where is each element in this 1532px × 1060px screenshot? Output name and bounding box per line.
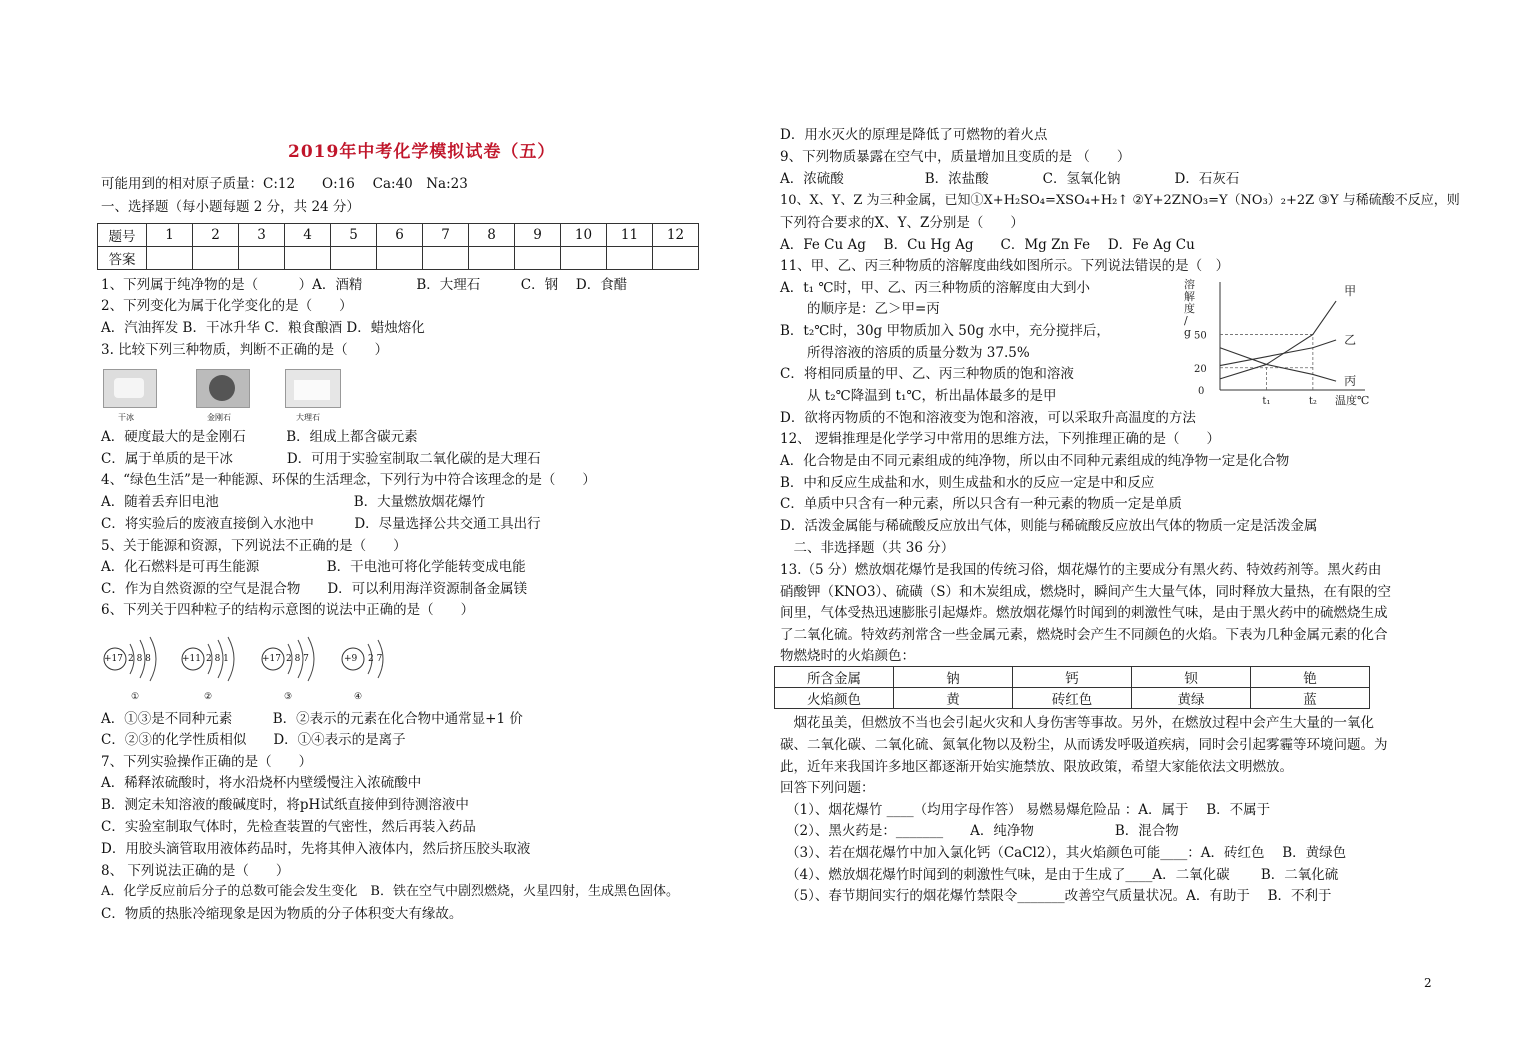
question-line: 2、下列变化为属于化学变化的是（ ） xyxy=(101,298,353,314)
table-row xyxy=(775,688,1370,709)
table-cell: 蓝 xyxy=(1251,688,1370,709)
question-line: B．测定未知溶液的酸碱度时，将pH试纸直接伸到待测溶液中 xyxy=(101,797,469,813)
x-axis-label: 温度℃ xyxy=(1335,394,1370,407)
shell-label: 2 7 xyxy=(368,654,383,664)
x-tick-label: t₂ xyxy=(1308,396,1317,407)
question-line: （2）、黑火药是：_______ A．纯净物 B．混合物 xyxy=(786,823,1179,839)
flame-color-table xyxy=(774,666,1370,709)
row-label: 答案 xyxy=(98,247,147,270)
answer-cell[interactable] xyxy=(469,247,515,270)
question-line: A．硬度最大的是金刚石 B．组成上都含碳元素 xyxy=(101,429,418,445)
answer-cell[interactable] xyxy=(377,247,423,270)
section-2-heading: 二、非选择题（共 36 分） xyxy=(780,540,955,556)
question-line: A．稀释浓硫酸时，将水沿烧杯内壁缓慢注入浓硫酸中 xyxy=(101,775,422,791)
answer-table-row xyxy=(98,247,699,270)
number-cell: 1 xyxy=(147,224,193,247)
y-axis-label: / xyxy=(1184,314,1188,327)
question-line: C．将实验后的废液直接倒入水池中 D．尽量选择公共交通工具出行 xyxy=(101,516,541,532)
question-line: A．浓硫酸 B．浓盐酸 C．氢氧化钠 D．石灰石 xyxy=(780,171,1240,187)
question-line: D．用水灭火的原理是降低了可燃物的着火点 xyxy=(780,127,1048,143)
question-line: 所得溶液的溶质的质量分数为 37.5% xyxy=(780,345,1030,361)
pic-label: 金刚石 xyxy=(207,413,231,422)
question-line: A．汽油挥发 B．干冰升华 C．粮食酿酒 D．蜡烛熔化 xyxy=(101,320,425,336)
answer-table xyxy=(97,223,699,270)
atomic-mass: 可能用到的相对原子质量：C:12 O:16 Ca:40 Na:23 xyxy=(101,176,468,192)
question-line: 4、“绿色生活”是一种能源、环保的生活理念，下列行为中符合该理念的是（ ） xyxy=(101,472,596,488)
table-cell: 钡 xyxy=(1132,667,1251,688)
question-line: B．t₂℃时，30g 甲物质加入 50g 水中，充分搅拌后， xyxy=(780,323,1110,339)
number-cell: 8 xyxy=(469,224,515,247)
atom-label: ① xyxy=(131,692,140,702)
question-line: 7、下列实验操作正确的是（ ） xyxy=(101,754,313,770)
paper-title: 2019年中考化学模拟试卷（五） xyxy=(288,142,556,162)
row-label: 题号 xyxy=(98,224,147,247)
y-axis-label: g xyxy=(1184,326,1192,339)
number-cell: 9 xyxy=(515,224,561,247)
curve-bing xyxy=(1220,348,1336,381)
question-line: 13.（5 分）燃放烟花爆竹是我国的传统习俗，烟花爆竹的主要成分有黑火药、特效药剂等。黑火药由 xyxy=(780,562,1382,578)
atom-label: ② xyxy=(204,692,213,702)
question-line: A．化学反应前后分子的总数可能会发生变化 B．铁在空气中剧烈燃烧，火星四射，生成黑色固体。 xyxy=(101,884,679,899)
dry-ice-image xyxy=(103,369,157,408)
question-line: 物燃烧时的火焰颜色： xyxy=(780,648,915,664)
question-line: D．欲将丙物质的不饱和溶液变为饱和溶液，可以采取升高温度的方法 xyxy=(780,410,1196,426)
nucleus-label: +9 xyxy=(344,654,358,664)
marble-image xyxy=(285,369,341,408)
question-line: （3）、若在烟花爆竹中加入氯化钙（CaCl2），其火焰颜色可能____：A．砖红色 B．黄绿色 xyxy=(786,845,1347,861)
question-line: C．单质中只含有一种元素，所以只含有一种元素的物质一定是单质 xyxy=(780,496,1182,512)
question-line: A．①③是不同种元素 B．②表示的元素在化合物中通常显+1 价 xyxy=(101,711,523,727)
y-axis-label: 溶 xyxy=(1184,278,1195,291)
question-line: 12、 逻辑推理是化学学习中常用的思维方法，下列推理正确的是（ ） xyxy=(780,431,1220,447)
table-row xyxy=(775,667,1370,688)
answer-cell[interactable] xyxy=(653,247,699,270)
number-cell: 10 xyxy=(561,224,607,247)
question-line: A．Fe Cu Ag B．Cu Hg Ag C．Mg Zn Fe D．Fe Ag Cu xyxy=(780,237,1195,253)
number-cell: 3 xyxy=(239,224,285,247)
nucleus-label: +17 xyxy=(262,654,281,664)
question-line: 下列符合要求的X、Y、Z分别是（ ） xyxy=(780,215,1024,231)
question-line: C．实验室制取气体时，先检查装置的气密性，然后再装入药品 xyxy=(101,819,476,835)
question-line: C．属于单质的是干冰 D．可用于实验室制取二氧化碳的是大理石 xyxy=(101,451,541,467)
curve-yi xyxy=(1220,340,1336,366)
atom-label: ③ xyxy=(284,692,293,702)
question-line: C．作为自然资源的空气是混合物 D．可以利用海洋资源制备金属镁 xyxy=(101,581,528,597)
table-cell: 砖红色 xyxy=(1013,688,1132,709)
series-label: 甲 xyxy=(1344,284,1357,299)
question-line: D．用胶头滴管取用液体药品时，先将其伸入液体内，然后挤压胶头取液 xyxy=(101,841,531,857)
question-line: C．物质的热胀冷缩现象是因为物质的分子体积变大有缘故。 xyxy=(101,906,463,922)
question-line: C．将相同质量的甲、乙、丙三种物质的饱和溶液 xyxy=(780,366,1074,382)
table-cell: 钙 xyxy=(1013,667,1132,688)
nucleus-label: +17 xyxy=(104,654,123,664)
question-line: 6、下列关于四种粒子的结构示意图的说法中正确的是（ ） xyxy=(101,602,475,618)
atom-label: ④ xyxy=(354,692,363,702)
table-cell: 铯 xyxy=(1251,667,1370,688)
shell-label: 2 8 1 xyxy=(206,654,229,664)
question-line: 了二氧化硫。特效药剂常含一些金属元素，燃烧时会产生不同颜色的火焰。下表为几种金属元素的化合 xyxy=(780,627,1388,643)
answer-table-row xyxy=(98,224,699,247)
question-line: A．随着丢弃旧电池 B．大量燃放烟花爆竹 xyxy=(101,494,486,510)
series-label: 丙 xyxy=(1344,374,1357,389)
diamond-image xyxy=(196,369,250,408)
shell-label: 2 8 7 xyxy=(286,654,309,664)
question-line: （5）、春节期间实行的烟花爆竹禁限令_______改善空气质量状况。A．有助于 B．不利于 xyxy=(786,888,1332,904)
question-line: 此，近年来我国许多地区都逐渐开始实施禁放、限放政策，希望大家能依法文明燃放。 xyxy=(780,759,1293,775)
y-axis-label: 度 xyxy=(1184,302,1195,315)
table-cell: 火焰颜色 xyxy=(775,688,894,709)
y-tick-label: 50 xyxy=(1194,330,1207,342)
question-line: （1）、烟花爆竹 ____（均用字母作答） 易燃易爆危险品 ：A．属于 B．不属于 xyxy=(786,802,1271,818)
question-line: 间里，气体受热迅速膨胀引起爆炸。燃放烟花爆竹时闻到的刺激性气味，是由于黑火药中的硫燃烧生成 xyxy=(780,605,1388,621)
number-cell: 2 xyxy=(193,224,239,247)
pic-label: 干冰 xyxy=(118,413,134,422)
number-cell: 11 xyxy=(607,224,653,247)
question-line: D．活泼金属能与稀硫酸反应放出气体，则能与稀硫酸反应放出气体的物质一定是活泼金属 xyxy=(780,518,1318,534)
answer-cell[interactable] xyxy=(147,247,193,270)
question-line: （4）、燃放烟花爆竹时闻到的刺激性气味，是由于生成了____A．二氧化碳 B．二氧化硫 xyxy=(786,867,1339,883)
question-line: A．t₁ ℃时，甲、乙、丙三种物质的溶解度由大到小 xyxy=(780,280,1090,296)
question-line: A．化石燃料是可再生能源 B．干电池可将化学能转变成电能 xyxy=(101,559,526,575)
answer-cell[interactable] xyxy=(331,247,377,270)
solubility-chart xyxy=(1180,278,1380,408)
question-line: 9、下列物质暴露在空气中，质量增加且变质的是 （ ） xyxy=(780,149,1131,165)
page-number: 2 xyxy=(1424,976,1432,990)
question-line: 1、下列属于纯净物的是（ ）A．酒精 B．大理石 C．钢 D．食醋 xyxy=(101,277,628,293)
table-cell: 所含金属 xyxy=(775,667,894,688)
number-cell: 5 xyxy=(331,224,377,247)
pic-label: 大理石 xyxy=(296,413,320,422)
question-line: 10、X、Y、Z 为三种金属，已知①X+H₂SO₄=XSO₄+H₂↑ ②Y+2ZNO₃=Y（NO₃）₂+2Z ③Y 与稀硫酸不反应，则 xyxy=(780,193,1460,208)
y-tick-label: 20 xyxy=(1194,363,1207,375)
question-line: C．②③的化学性质相似 D．①④表示的是离子 xyxy=(101,732,406,748)
table-cell: 黄绿 xyxy=(1132,688,1251,709)
nucleus-label: +11 xyxy=(182,654,201,664)
question-line: 回答下列问题： xyxy=(780,780,875,796)
table-cell: 黄 xyxy=(894,688,1013,709)
question-line: 8、 下列说法正确的是（ ） xyxy=(101,863,290,879)
question-line: B．中和反应生成盐和水，则生成盐和水的反应一定是中和反应 xyxy=(780,475,1155,491)
question-line: A．化合物是由不同元素组成的纯净物，所以由不同种元素组成的纯净物一定是化合物 xyxy=(780,453,1290,469)
question-line: 3. 比较下列三种物质，判断不正确的是（ ） xyxy=(101,342,389,358)
answer-cell[interactable] xyxy=(561,247,607,270)
question-line: 烟花虽美，但燃放不当也会引起火灾和人身伤害等事故。另外，在燃放过程中会产生大量的一氧化 xyxy=(780,715,1374,731)
question-line: 碳、二氧化碳、二氧化硫、氮氧化物以及粉尘，从而诱发呼吸道疾病，同时会引起雾霾等环境问题。为 xyxy=(780,737,1388,753)
y-axis-label: 解 xyxy=(1184,290,1195,303)
shell-label: 2 8 8 xyxy=(128,654,151,664)
number-cell: 12 xyxy=(653,224,699,247)
series-label: 乙 xyxy=(1344,333,1357,347)
number-cell: 6 xyxy=(377,224,423,247)
y-tick-label: 0 xyxy=(1198,386,1205,397)
question-line: 硝酸钾（KNO3）、硫磺（S）和木炭组成，燃烧时，瞬间产生大量气体，同时释放大量热，在有限的空 xyxy=(780,584,1392,600)
number-cell: 7 xyxy=(423,224,469,247)
x-tick-label: t₁ xyxy=(1262,396,1271,407)
section-1-heading: 一、选择题（每小题每题 2 分，共 24 分） xyxy=(101,199,360,215)
answer-cell[interactable] xyxy=(193,247,239,270)
answer-cell[interactable] xyxy=(285,247,331,270)
question-line: 从 t₂℃降温到 t₁℃，析出晶体最多的是甲 xyxy=(780,388,1057,404)
number-cell: 4 xyxy=(285,224,331,247)
answer-cell[interactable] xyxy=(423,247,469,270)
question-line: 的顺序是：乙＞甲=丙 xyxy=(780,301,940,317)
question-line: 11、甲、乙、丙三种物质的溶解度曲线如图所示。下列说法错误的是（ ） xyxy=(780,258,1230,274)
table-cell: 钠 xyxy=(894,667,1013,688)
answer-cell[interactable] xyxy=(239,247,285,270)
question-line: 5、关于能源和资源，下列说法不正确的是（ ） xyxy=(101,538,407,554)
answer-cell[interactable] xyxy=(515,247,561,270)
answer-cell[interactable] xyxy=(607,247,653,270)
